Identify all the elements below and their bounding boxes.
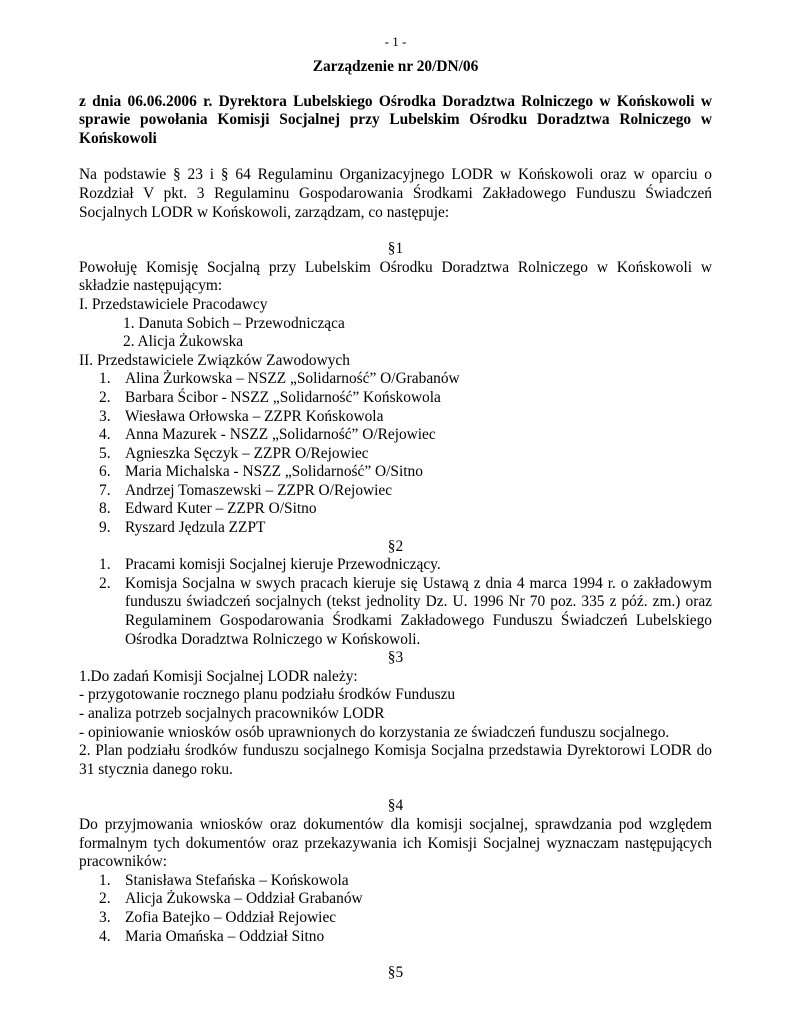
item-text: Alicja Żukowska – Oddział Grabanów	[125, 890, 363, 908]
item-text: Alina Żurkowska – NSZZ „Solidarność” O/Grabanów	[125, 370, 460, 388]
item-number: 1.	[99, 871, 111, 889]
list-item	[79, 575, 712, 649]
item-text: Maria Omańska – Oddział Sitno	[125, 927, 325, 945]
section-3-line: 1.Do zadań Komisji Socjalnej LODR należy:	[79, 667, 358, 685]
item-number: 2.	[99, 890, 111, 908]
item-number: 7.	[99, 481, 111, 499]
document-title: Zarządzenie nr 20/DN/06	[312, 58, 479, 75]
list-item: 2. Alicja Żukowska	[123, 333, 244, 351]
item-text: Andrzej Tomaszewski – ZZPR O/Rejowiec	[125, 481, 393, 499]
list-item	[79, 909, 712, 928]
page-number: - 1 -	[384, 34, 407, 49]
section-1-mark: §1	[387, 240, 404, 258]
item-number: 8.	[99, 500, 111, 518]
section-4-mark: §4	[387, 797, 404, 815]
list-item	[79, 389, 712, 408]
section-2-mark: §2	[387, 537, 404, 555]
item-number: 9.	[99, 519, 111, 537]
section-1-text: Powołuję Komisję Socjalną przy Lubelskim Ośrodku Doradztwa Rolniczego w Końskowoli w składzie następującym:	[79, 258, 712, 295]
group-2-list	[79, 370, 712, 537]
item-text: Pracami komisji Socjalnej kieruje Przewodniczący.	[125, 556, 441, 574]
item-number: 2.	[99, 388, 111, 406]
list-item	[79, 408, 712, 427]
item-text: Stanisława Stefańska – Końskowola	[125, 871, 349, 889]
list-item	[79, 500, 712, 519]
item-text: Agnieszka Sęczyk – ZZPR O/Rejowiec	[125, 444, 369, 462]
item-text: Zofia Batejko – Oddział Rejowiec	[125, 908, 337, 926]
list-item	[79, 463, 712, 482]
document-heading: z dnia 06.06.2006 r. Dyrektora Lubelskiego Ośrodka Doradztwa Rolniczego w Końskowoli w sprawie powołania Komisji Socjalnej przy Lubelskim Ośrodku Doradztwa Rolniczego w Końskowoli	[79, 92, 712, 147]
item-text: Ryszard Jędzula ZZPT	[125, 519, 266, 537]
item-number: 3.	[99, 908, 111, 926]
list-item	[79, 519, 712, 538]
section-4-text: Do przyjmowania wniosków oraz dokumentów dla komisji socjalnej, sprawdzania pod względem formalnym tych dokumentów oraz przekazywania ich Komisji Socjalnej wyznaczam następujących pracowników:	[79, 815, 712, 871]
group-1-list	[79, 315, 712, 352]
list-item	[79, 482, 712, 501]
list-item	[79, 556, 712, 575]
item-number: 3.	[99, 407, 111, 425]
list-item	[79, 445, 712, 464]
section-5-mark: §5	[387, 964, 404, 982]
item-number: 2.	[99, 574, 111, 592]
item-number: 4.	[99, 927, 111, 945]
section-3-point-2: 2. Plan podziału środków funduszu socjalnego Komisja Socjalna przedstawia Dyrektorowi LODR do 31 stycznia danego roku.	[79, 742, 712, 778]
item-text: Barbara Ścibor - NSZZ „Solidarność” Końskowola	[125, 388, 441, 406]
section-4-list	[79, 872, 712, 946]
list-item	[79, 370, 712, 389]
section-3-line: - przygotowanie rocznego planu podziału środków Funduszu	[79, 686, 456, 704]
item-number: 4.	[99, 426, 111, 444]
item-text: Wiesława Orłowska – ZZPR Końskowola	[125, 407, 384, 425]
list-item	[79, 426, 712, 445]
item-text: Anna Mazurek - NSZZ „Solidarność” O/Rejowiec	[125, 426, 436, 444]
item-text: Maria Michalska - NSZZ „Solidarność” O/Sitno	[125, 463, 423, 481]
list-item	[79, 872, 712, 891]
intro-paragraph: Na podstawie § 23 i § 64 Regulaminu Organizacyjnego LODR w Końskowoli oraz w oparciu o Rozdział V pkt. 3 Regulaminu Gospodarowania Środkami Zakładowego Funduszu Świadczeń Socjalnych LODR w Końskowoli, zarządzam, co następuje:	[79, 166, 712, 221]
item-text: Komisja Socjalna w swych pracach kieruje się Ustawą z dnia 4 marca 1994 r. o zakładowym funduszu świadczeń socjalnych (tekst jednolity Dz. U. 1996 Nr 70 poz. 335 z póź. zm.) oraz Regulaminem Gospodarowania Środkami Zakładowego Funduszu Świadczeń Lubelskiego Ośrodka Doradztwa Rolniczego w Końskowoli.	[125, 574, 712, 648]
item-number: 5.	[99, 444, 111, 462]
item-number: 1.	[99, 370, 111, 388]
item-text: Edward Kuter – ZZPR O/Sitno	[125, 500, 317, 518]
section-3-mark: §3	[387, 649, 404, 667]
item-number: 6.	[99, 463, 111, 481]
list-item: 1. Danuta Sobich – Przewodnicząca	[123, 314, 345, 332]
list-item	[79, 928, 712, 947]
section-3-line: - analiza potrzeb socjalnych pracowników LODR	[79, 705, 385, 722]
item-number: 1.	[99, 556, 111, 574]
list-item	[79, 890, 712, 909]
section-2-list	[79, 556, 712, 649]
document-content	[79, 34, 712, 983]
group-1-label: I. Przedstawiciele Pracodawcy	[79, 295, 268, 313]
section-3-line: - opiniowanie wniosków osób uprawnionych do korzystania ze świadczeń funduszu socjalnego.	[79, 723, 670, 741]
group-2-label: II. Przedstawiciele Związków Zawodowych	[79, 351, 350, 369]
